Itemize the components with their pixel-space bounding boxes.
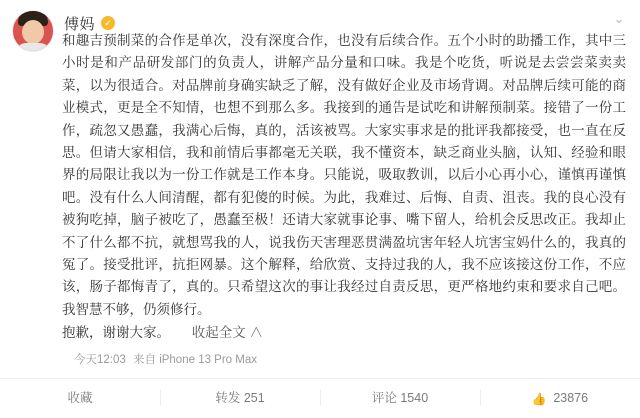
action-bar <box>0 379 640 417</box>
collapse-full-text-link[interactable]: 收起全文 ∧ <box>191 325 264 341</box>
post-source-prefix: 来自 <box>132 354 156 367</box>
comment-button[interactable] <box>320 379 480 417</box>
like-button[interactable] <box>480 379 640 417</box>
comment-count: 1540 <box>400 391 429 405</box>
post-apology-text: 抱歉，谢谢大家。 <box>62 325 170 341</box>
post-meta-row <box>12 352 626 368</box>
repost-label: 转发 <box>215 391 241 405</box>
post-source-device: iPhone 13 Pro Max <box>159 354 257 367</box>
repost-button[interactable] <box>160 379 320 417</box>
avatar-body <box>16 43 50 52</box>
post-footer-row <box>12 322 626 344</box>
avatar[interactable] <box>12 10 54 52</box>
favorite-label: 收藏 <box>67 391 93 405</box>
post-body <box>0 30 640 368</box>
post-content-text: 和趣吉预制菜的合作是单次，没有深度合作，也没有后续合作。五个小时的助播工作，其中三小时是和产品研发部门的负责人，讲解产品分量和口味。我是个吃货，听说是去尝尝菜卖卖菜，以为很适合。对品牌前身确实缺乏了解，没有做好企业及市场背调。对品牌后续可能的商业模式，更是全不知情，也想不到那么多。我接到的通告是试吃和讲解预制菜。接错了一份工作，疏忽又愚蠢，我满心后悔，真的，活该被骂。大家实事求是的批评我都接受，也一直在反思。但请大家相信，我和前情后事都毫无关联，我不懂资本，缺乏商业头脑，认知、经验和眼界的局限让我以为一份工作就是工作本身。只能说，吸取教训，以后小心再小心，谨慎再谨慎吧。没有什么人间清醒，都有犯傻的时候。为此，我难过、后悔、自责、沮丧。我的良心没有被狗吃掉，脑子被吃了，愚蠢至极！还请大家就事论事、嘴下留人，给机会反思改正。我却止不了什么都不抗，就想骂我的人，说我伤天害理恶贯满盈坑害年轻人坑害宝妈什么的，我真的冤了。接受批评，抗拒网暴。这个解释，给欣赏、支持过我的人，我不应该接这份工作，不应该，肠子都悔青了，真的。只希望这次的事让我经过自责反思，更严格地约束和要求自己吧。我智慧不够，仍须修行。 <box>62 33 626 317</box>
user-name[interactable]: 傅妈 <box>64 15 96 33</box>
thumbs-up-icon: 👍 <box>531 392 547 406</box>
like-count: 23876 <box>553 391 589 405</box>
comment-label: 评论 <box>371 391 397 405</box>
chevron-down-icon[interactable]: ⌄ <box>613 11 625 26</box>
post-time: 今天12:03 <box>74 354 126 367</box>
verified-badge-icon: ✓ <box>101 16 115 30</box>
favorite-button[interactable] <box>0 379 160 417</box>
repost-count: 251 <box>243 391 265 405</box>
avatar-face <box>22 20 44 44</box>
